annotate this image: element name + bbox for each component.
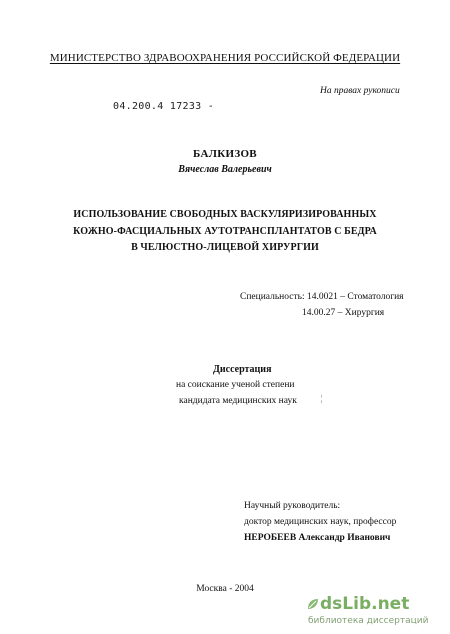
manuscript-rights-note: На правах рукописи — [320, 86, 400, 96]
city-year: Москва - 2004 — [196, 584, 254, 594]
title-line: В ЧЕЛЮСТНО-ЛИЦЕВОЙ ХИРУРГИИ — [131, 242, 319, 253]
specialty-line-1: Специальность: 14.0021 – Стоматология — [240, 292, 404, 302]
watermark-logo: dsLib.net — [320, 594, 410, 614]
supervisor-degree: доктор медицинских наук, профессор — [244, 517, 397, 527]
ministry-text: МИНИСТЕРСТВО ЗДРАВООХРАНЕНИЯ РОССИЙСКОЙ ФЕДЕРАЦИИ — [49, 52, 401, 64]
dissertation-degree-line-1: на соискание ученой степени — [176, 380, 295, 390]
archive-stamp: 04.200.4 17233 - — [113, 101, 215, 112]
watermark-subtitle: библиотека диссертаций — [308, 616, 429, 626]
author-given-names: Вячеслав Валерьевич — [178, 164, 272, 175]
dissertation-title — [40, 207, 410, 257]
leaf-icon — [306, 597, 320, 611]
dissertation-label: Диссертация — [213, 364, 272, 375]
title-line: КОЖНО-ФАСЦИАЛЬНЫХ АУТОТРАНСПЛАНТАТОВ С БЕДРА — [73, 225, 377, 237]
ministry-heading — [0, 52, 450, 64]
supervisor-label: Научный руководитель: — [244, 501, 341, 511]
watermark[interactable] — [306, 594, 444, 630]
title-line: ИСПОЛЬЗОВАНИЕ СВОБОДНЫХ ВАСКУЛЯРИЗИРОВАННЫХ — [73, 209, 377, 220]
specialty-line-2: 14.00.27 – Хирургия — [302, 308, 385, 318]
supervisor-name: НЕРОБЕЕВ Александр Иванович — [244, 533, 391, 543]
scan-mark: ¦ — [321, 394, 323, 403]
author-surname: БАЛКИЗОВ — [193, 148, 257, 160]
dissertation-degree-line-2: кандидата медицинских наук — [179, 396, 297, 406]
